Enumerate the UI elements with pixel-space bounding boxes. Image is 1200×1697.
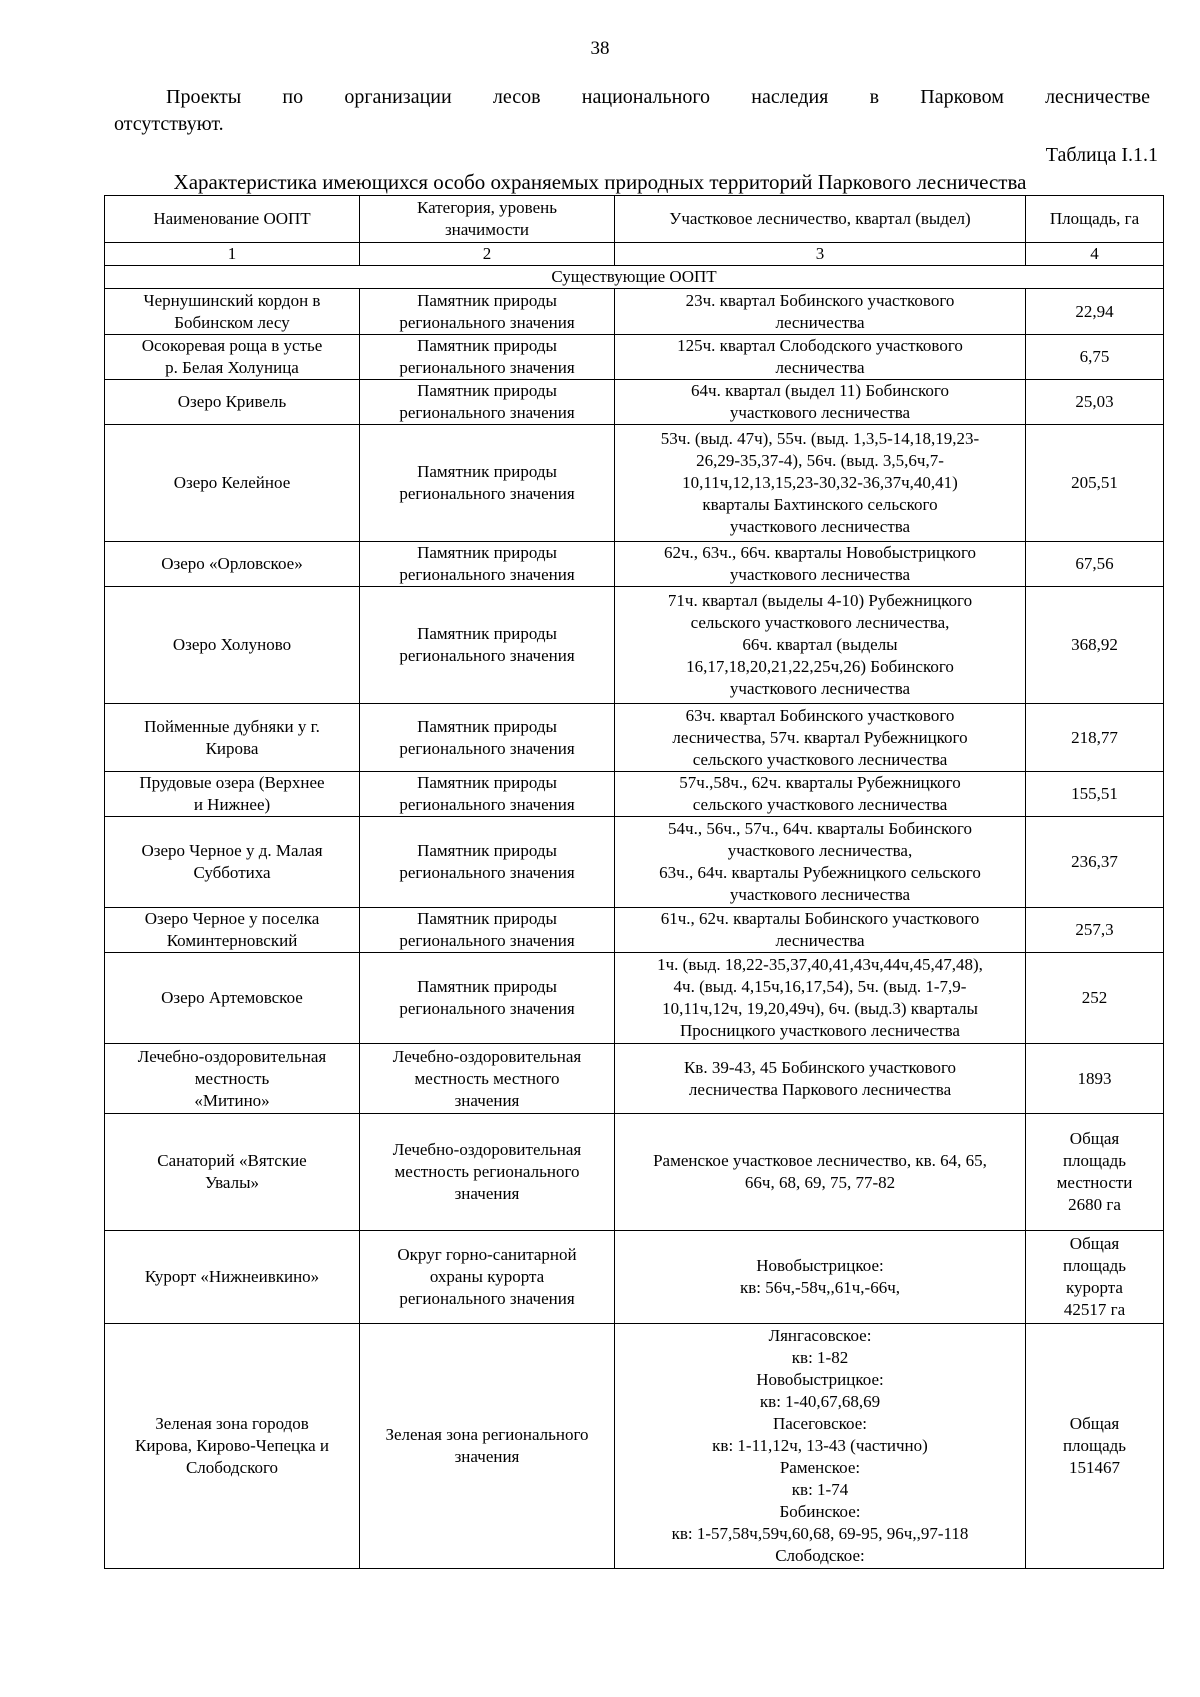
oopt-area <box>1026 953 1164 1044</box>
cell-text-line: Памятник природы <box>417 381 557 400</box>
oopt-area <box>1026 908 1164 953</box>
oopt-name <box>105 908 360 953</box>
cell-text-line: Озеро Келейное <box>173 473 291 492</box>
oopt-location <box>615 1114 1026 1231</box>
oopt-location <box>615 817 1026 908</box>
cell-text-line: местность местного <box>414 1068 560 1088</box>
oopt-area <box>1026 704 1164 772</box>
column-header <box>360 196 615 243</box>
cell-text-line: 67,56 <box>1075 554 1114 573</box>
cell-text-line: 1893 <box>1077 1068 1112 1088</box>
oopt-category <box>360 335 615 380</box>
cell-text-line: 54ч., 56ч., 57ч., 64ч. кварталы Бобинского <box>668 819 972 838</box>
cell-text-line: лесничества <box>775 931 865 950</box>
cell-text-line: кв: 1-74 <box>791 1480 849 1499</box>
cell-text-line: 205,51 <box>1071 473 1118 492</box>
cell-text-line: Чернушинский кордон в <box>143 290 321 310</box>
cell-text-line: Кирова, Кирово-Чепецка и <box>134 1436 330 1455</box>
oopt-category <box>360 1044 615 1114</box>
oopt-name <box>105 817 360 908</box>
cell-text-line: Пасеговское: <box>772 1414 867 1433</box>
oopt-name <box>105 1324 360 1569</box>
cell-text-line: Зеленая зона городов <box>155 1414 309 1433</box>
column-number: 2 <box>360 243 615 266</box>
table-title: Характеристика имеющихся особо охраняемых природных территорий Паркового лесничества <box>173 170 1027 194</box>
cell-text-line: Новобыстрицкое: <box>756 1370 884 1389</box>
section-label: Существующие ООПТ <box>105 266 1164 289</box>
oopt-category <box>360 1114 615 1231</box>
oopt-location <box>615 1044 1026 1114</box>
cell-text-line: 151467 <box>1069 1458 1120 1477</box>
cell-text-line: Санаторий «Вятские <box>157 1151 307 1170</box>
cell-text-line: Участковое лесничество, квартал (выдел) <box>669 209 971 228</box>
intro-word: лесов <box>492 86 541 108</box>
cell-text-line: Лечебно-оздоровительная <box>392 1046 582 1066</box>
cell-text-line: Бобинском лесу <box>174 312 290 332</box>
cell-text-line: 26,29-35,37-4), 56ч. (выд. 3,5,6ч,7- <box>696 451 944 470</box>
cell-text-line: Памятник природы <box>417 977 557 996</box>
cell-text-line: 236,37 <box>1071 852 1118 871</box>
column-header <box>615 196 1026 243</box>
cell-text-line: Озеро Холуново <box>172 635 292 654</box>
cell-text-line: Пойменные дубняки у г. <box>144 716 320 736</box>
cell-text-line: кв: 1-82 <box>791 1348 849 1367</box>
section-row <box>105 266 1164 289</box>
cell-text-line: 42517 га <box>1063 1300 1126 1319</box>
oopt-location <box>615 908 1026 953</box>
cell-text-line: участкового лесничества, <box>727 841 913 860</box>
page-number: 38 <box>590 38 610 59</box>
intro-line-1 <box>114 84 1150 111</box>
cell-text-line: площадь <box>1062 1436 1127 1455</box>
table-row <box>105 817 1164 908</box>
oopt-name <box>105 542 360 587</box>
cell-text-line: 16,17,18,20,21,22,25ч,26) Бобинского <box>686 657 954 676</box>
cell-text-line: Памятник природы <box>417 773 557 792</box>
table-row <box>105 425 1164 542</box>
oopt-name <box>105 704 360 772</box>
cell-text-line: сельского участкового лесничества, <box>690 613 950 632</box>
cell-text-line: Озеро Артемовское <box>161 988 303 1007</box>
cell-text-line: 10,11ч,12ч, 19,20,49ч), 6ч. (выд.3) кварталы <box>662 999 978 1018</box>
oopt-location <box>615 380 1026 425</box>
oopt-name <box>105 587 360 704</box>
cell-text-line: 125ч. квартал Слободского участкового <box>677 336 963 355</box>
oopt-name <box>105 772 360 817</box>
cell-text-line: 252 <box>1081 988 1108 1007</box>
oopt-category <box>360 704 615 772</box>
table-row <box>105 953 1164 1044</box>
intro-word: Парковом <box>920 86 1004 108</box>
cell-text-line: 63ч., 64ч. кварталы Рубежницкого сельского <box>659 863 981 882</box>
cell-text-line: регионального значения <box>399 999 575 1018</box>
cell-text-line: Кирова <box>205 738 259 758</box>
cell-text-line: Озеро Черное у д. Малая <box>141 841 323 860</box>
cell-text-line: 57ч.,58ч., 62ч. кварталы Рубежницкого <box>679 773 961 792</box>
cell-text-line: «Митино» <box>194 1090 270 1110</box>
cell-text-line: регионального значения <box>399 795 575 814</box>
cell-text-line: Общая <box>1069 1414 1120 1433</box>
cell-text-line: Раменское: <box>779 1458 861 1477</box>
cell-text-line: Озеро Черное у поселка <box>144 909 320 928</box>
cell-text-line: Кв. 39-43, 45 Бобинского участкового <box>683 1057 957 1077</box>
oopt-location <box>615 335 1026 380</box>
oopt-area <box>1026 817 1164 908</box>
cell-text-line: местность <box>194 1068 270 1088</box>
cell-text-line: Памятник природы <box>417 841 557 860</box>
cell-text-line: 1ч. (выд. 18,22-35,37,40,41,43ч,44ч,45,47,48), <box>657 955 983 974</box>
oopt-area <box>1026 335 1164 380</box>
cell-text-line: участкового лесничества <box>729 885 911 904</box>
oopt-category <box>360 908 615 953</box>
cell-text-line: Субботиха <box>193 863 271 882</box>
oopt-category <box>360 953 615 1044</box>
oopt-area <box>1026 772 1164 817</box>
cell-text-line: Лечебно-оздоровительная <box>392 1140 582 1159</box>
intro-word: лесничестве <box>1045 86 1150 108</box>
cell-text-line: Памятник природы <box>417 290 557 310</box>
oopt-location <box>615 425 1026 542</box>
cell-text-line: значения <box>454 1090 520 1110</box>
oopt-location <box>615 289 1026 335</box>
cell-text-line: Просницкого участкового лесничества <box>680 1021 960 1040</box>
cell-text-line: 218,77 <box>1071 727 1118 747</box>
cell-text-line: лесничества <box>775 358 865 377</box>
oopt-area <box>1026 380 1164 425</box>
oopt-location <box>615 953 1026 1044</box>
oopt-area <box>1026 425 1164 542</box>
cell-text-line: регионального значения <box>399 312 575 332</box>
cell-text-line: 23ч. квартал Бобинского участкового <box>685 290 955 310</box>
cell-text-line: охраны курорта <box>429 1267 545 1286</box>
cell-text-line: 66ч. квартал (выделы <box>742 635 898 654</box>
cell-text-line: Слободское: <box>775 1546 865 1565</box>
cell-text-line: 64ч. квартал (выдел 11) Бобинского <box>691 381 949 400</box>
cell-text-line: участкового лесничества <box>729 565 911 584</box>
oopt-name <box>105 380 360 425</box>
table-row <box>105 542 1164 587</box>
cell-text-line: 61ч., 62ч. кварталы Бобинского участкового <box>660 909 980 928</box>
intro-word: организации <box>344 86 452 108</box>
oopt-name <box>105 425 360 542</box>
cell-text-line: 4ч. (выд. 4,15ч,16,17,54), 5ч. (выд. 1-7,9- <box>673 977 967 996</box>
table-row <box>105 1231 1164 1324</box>
cell-text-line: курорта <box>1066 1278 1123 1297</box>
cell-text-line: 22,94 <box>1075 301 1114 321</box>
table-row <box>105 704 1164 772</box>
cell-text-line: Округ горно-санитарной <box>397 1245 577 1264</box>
oopt-name <box>105 335 360 380</box>
table-row <box>105 908 1164 953</box>
cell-text-line: и Нижнее) <box>193 795 271 814</box>
cell-text-line: участкового лесничества <box>729 403 911 422</box>
intro-word: национального <box>581 86 711 108</box>
table-label: Таблица I.1.1 <box>1045 144 1158 166</box>
column-header <box>1026 196 1164 243</box>
cell-text-line: значения <box>454 1184 520 1203</box>
oopt-category <box>360 289 615 335</box>
table-row <box>105 1044 1164 1114</box>
cell-text-line: Памятник природы <box>417 462 557 481</box>
oopt-area <box>1026 1044 1164 1114</box>
oopt-area <box>1026 542 1164 587</box>
column-number: 3 <box>615 243 1026 266</box>
cell-text-line: регионального значения <box>399 565 575 584</box>
cell-text-line: регионального значения <box>399 738 575 758</box>
cell-text-line: кв: 1-40,67,68,69 <box>759 1392 881 1411</box>
table-row <box>105 380 1164 425</box>
intro-word: наследия <box>751 86 829 108</box>
cell-text-line: Осокоревая роща в устье <box>141 336 323 355</box>
cell-text-line: 10,11ч,12,13,15,23-30,32-36,37ч,40,41) <box>682 473 958 492</box>
cell-text-line: регионального значения <box>399 1289 575 1308</box>
oopt-area <box>1026 587 1164 704</box>
oopt-location <box>615 1231 1026 1324</box>
column-number: 4 <box>1026 243 1164 266</box>
cell-text-line: регионального значения <box>399 931 575 950</box>
cell-text-line: Зеленая зона регионального <box>385 1425 589 1444</box>
cell-text-line: регионального значения <box>399 358 575 377</box>
cell-text-line: лесничества Паркового лесничества <box>688 1079 952 1099</box>
cell-text-line: 63ч. квартал Бобинского участкового <box>685 705 955 725</box>
cell-text-line: 2680 га <box>1068 1195 1121 1214</box>
cell-text-line: Озеро «Орловское» <box>161 554 303 573</box>
cell-text-line: Лечебно-оздоровительная <box>137 1046 327 1066</box>
cell-text-line: кварталы Бахтинского сельского <box>702 495 938 514</box>
cell-text-line: 62ч., 63ч., 66ч. кварталы Новобыстрицкого <box>663 543 977 562</box>
header-row <box>105 196 1164 243</box>
oopt-name <box>105 1044 360 1114</box>
table-row <box>105 1114 1164 1231</box>
cell-text-line: Памятник природы <box>417 909 557 928</box>
cell-text-line: сельского участкового лесничества <box>692 795 948 814</box>
cell-text-line: Курорт «Нижнеивкино» <box>144 1267 320 1286</box>
cell-text-line: 257,3 <box>1075 920 1114 939</box>
oopt-location <box>615 1324 1026 1569</box>
cell-text-line: р. Белая Холуница <box>165 358 299 377</box>
oopt-category <box>360 1231 615 1324</box>
oopt-area <box>1026 289 1164 335</box>
table-row <box>105 1324 1164 1569</box>
cell-text-line: Общая <box>1069 1129 1120 1148</box>
cell-text-line: Категория, уровень <box>417 198 557 217</box>
column-number: 1 <box>105 243 360 266</box>
cell-text-line: Наименование ООПТ <box>153 209 311 228</box>
cell-text-line: участкового лесничества <box>729 679 911 698</box>
cell-text-line: кв: 56ч,-58ч,,61ч,-66ч, <box>739 1278 901 1297</box>
intro-line-2: отсутствуют. <box>114 113 224 135</box>
cell-text-line: Памятник природы <box>417 716 557 736</box>
table-row <box>105 772 1164 817</box>
intro-word: по <box>282 86 304 108</box>
cell-text-line: 25,03 <box>1075 392 1114 411</box>
cell-text-line: Слободского <box>185 1458 279 1477</box>
cell-text-line: местности <box>1056 1173 1133 1192</box>
column-number-row <box>105 243 1164 266</box>
table-row <box>105 587 1164 704</box>
cell-text-line: Лянгасовское: <box>768 1326 872 1345</box>
cell-text-line: лесничества <box>775 312 865 332</box>
cell-text-line: Коминтерновский <box>166 931 298 950</box>
cell-text-line: 368,92 <box>1071 635 1118 654</box>
cell-text-line: Памятник природы <box>417 336 557 355</box>
cell-text-line: Прудовые озера (Верхнее <box>139 773 325 792</box>
cell-text-line: 6,75 <box>1079 347 1110 366</box>
intro-word: в <box>869 86 880 108</box>
table-row <box>105 289 1164 335</box>
cell-text-line: 155,51 <box>1071 784 1118 803</box>
oopt-category <box>360 817 615 908</box>
cell-text-line: лесничества, 57ч. квартал Рубежницкого <box>672 727 968 747</box>
oopt-category <box>360 1324 615 1569</box>
oopt-location <box>615 587 1026 704</box>
cell-text-line: значимости <box>444 220 530 239</box>
oopt-location <box>615 704 1026 772</box>
cell-text-line: Бобинское: <box>779 1502 861 1521</box>
cell-text-line: регионального значения <box>399 484 575 503</box>
cell-text-line: Общая <box>1069 1234 1120 1253</box>
cell-text-line: Памятник природы <box>417 543 557 562</box>
cell-text-line: кв: 1-11,12ч, 13-43 (частично) <box>712 1436 928 1455</box>
cell-text-line: сельского участкового лесничества <box>692 749 948 769</box>
oopt-category <box>360 425 615 542</box>
oopt-table-body <box>105 196 1164 1569</box>
oopt-name <box>105 1231 360 1324</box>
cell-text-line: регионального значения <box>399 403 575 422</box>
oopt-area <box>1026 1324 1164 1569</box>
cell-text-line: площадь <box>1062 1151 1127 1170</box>
cell-text-line: регионального значения <box>399 646 575 665</box>
cell-text-line: значения <box>454 1447 520 1466</box>
column-header <box>105 196 360 243</box>
oopt-name <box>105 953 360 1044</box>
cell-text-line: участкового лесничества <box>729 517 911 536</box>
cell-text-line: регионального значения <box>399 863 575 882</box>
oopt-category <box>360 380 615 425</box>
cell-text-line: Раменское участковое лесничество, кв. 64, 65, <box>653 1151 987 1170</box>
oopt-name <box>105 1114 360 1231</box>
cell-text-line: местность регионального <box>394 1162 580 1181</box>
oopt-area <box>1026 1231 1164 1324</box>
oopt-category <box>360 542 615 587</box>
cell-text-line: Новобыстрицкое: <box>756 1256 884 1275</box>
oopt-category <box>360 587 615 704</box>
oopt-area <box>1026 1114 1164 1231</box>
oopt-name <box>105 289 360 335</box>
oopt-category <box>360 772 615 817</box>
cell-text-line: Площадь, га <box>1049 209 1140 228</box>
intro-word: Проекты <box>166 86 242 108</box>
table-row <box>105 335 1164 380</box>
oopt-location <box>615 542 1026 587</box>
cell-text-line: 66ч, 68, 69, 75, 77-82 <box>744 1173 896 1192</box>
cell-text-line: 71ч. квартал (выделы 4-10) Рубежницкого <box>667 591 973 610</box>
cell-text-line: 53ч. (выд. 47ч), 55ч. (выд. 1,3,5-14,18,19,23- <box>660 429 980 448</box>
cell-text-line: Увалы» <box>204 1173 260 1192</box>
intro-paragraph <box>114 84 1150 138</box>
cell-text-line: Памятник природы <box>417 624 557 643</box>
oopt-table <box>104 195 1164 1569</box>
oopt-location <box>615 772 1026 817</box>
cell-text-line: кв: 1-57,58ч,59ч,60,68, 69-95, 96ч,,97-118 <box>671 1524 969 1543</box>
cell-text-line: Озеро Кривель <box>177 392 287 411</box>
cell-text-line: площадь <box>1062 1256 1127 1275</box>
